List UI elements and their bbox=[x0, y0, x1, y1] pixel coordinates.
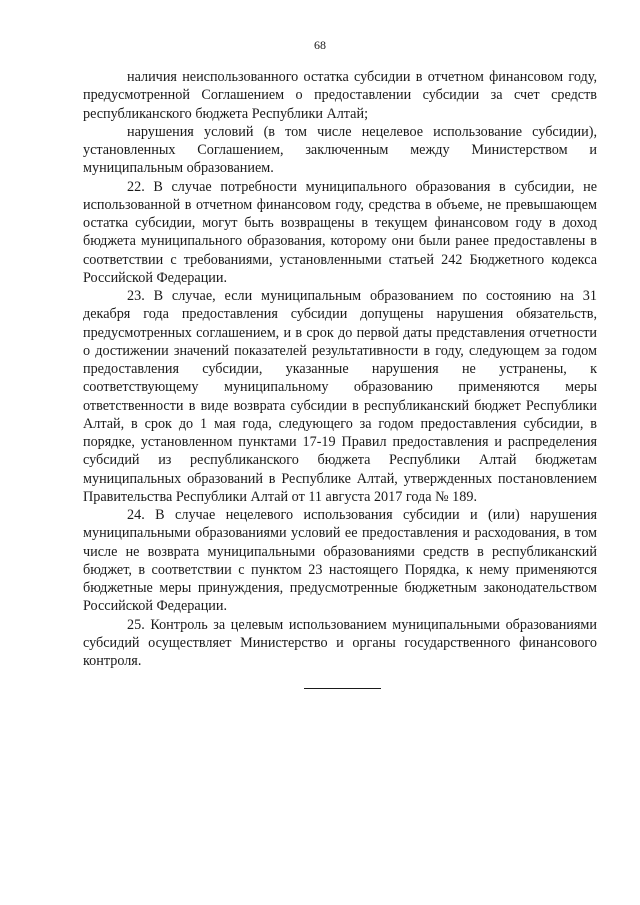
paragraph-24: 24. В случае нецелевого использования субсидии и (или) нарушения муниципальными образованиями условий ее предоставления и расходования, в том числе не возврата муниципальными образованиями средств в республиканский бюджет, в соответствии с пунктом 23 настоящего Порядка, к нему применяются бюджетные меры принуждения, предусмотренные бюджетным законодательством Российской Федерации. bbox=[83, 507, 597, 615]
paragraph-unused-balance: наличия неиспользованного остатка субсидии в отчетном финансовом году, предусмотренной Соглашением о предоставлении субсидии за счет средств республиканского бюджета Республики Алтай; bbox=[83, 69, 597, 122]
paragraph-22: 22. В случае потребности муниципального образования в субсидии, не использованной в отчетном финансовом году, средства в объеме, не превышающем остатка субсидии, могут быть возвращены в текущем финансовом году в доход бюджета муниципального образования, которому они были ранее предоставлены в соответствии с требованиями, установленными статьей 242 Бюджетного кодекса Российской Федерации. bbox=[83, 178, 597, 286]
document-body bbox=[83, 68, 597, 670]
paragraph-25: 25. Контроль за целевым использованием муниципальными образованиями субсидий осуществляет Министерство и органы государственного финансового контроля. bbox=[83, 616, 597, 669]
page-number: 68 bbox=[314, 38, 326, 52]
paragraph-violation-conditions: нарушения условий (в том числе нецелевое использование субсидии), установленных Соглашением, заключенным между Министерством и муниципальным образованием. bbox=[83, 123, 597, 177]
paragraph-23: 23. В случае, если муниципальным образованием по состоянию на 31 декабря года предоставления субсидии допущены нарушения обязательств, предусмотренных соглашением, и в срок до первой даты представления отчетности о достижении значений показателей результативности в году, следующем за годом предоставления субсидии, указанные нарушения не устранены, к соответствующему муниципальному образованию применяются меры ответственности в виде возврата субсидии в республиканский бюджет Республики Алтай, в срок до 1 мая года, следующего за годом предоставления субсидии, в порядке, установленном пунктами 17-19 Правил предоставления и распределения субсидий из республиканского бюджета Республики Алтай бюджетам муниципальных образований в Республике Алтай, утвержденных постановлением Правительства Республики Алтай от 11 августа 2017 года № 189. bbox=[83, 288, 597, 505]
end-separator-line bbox=[304, 688, 381, 689]
